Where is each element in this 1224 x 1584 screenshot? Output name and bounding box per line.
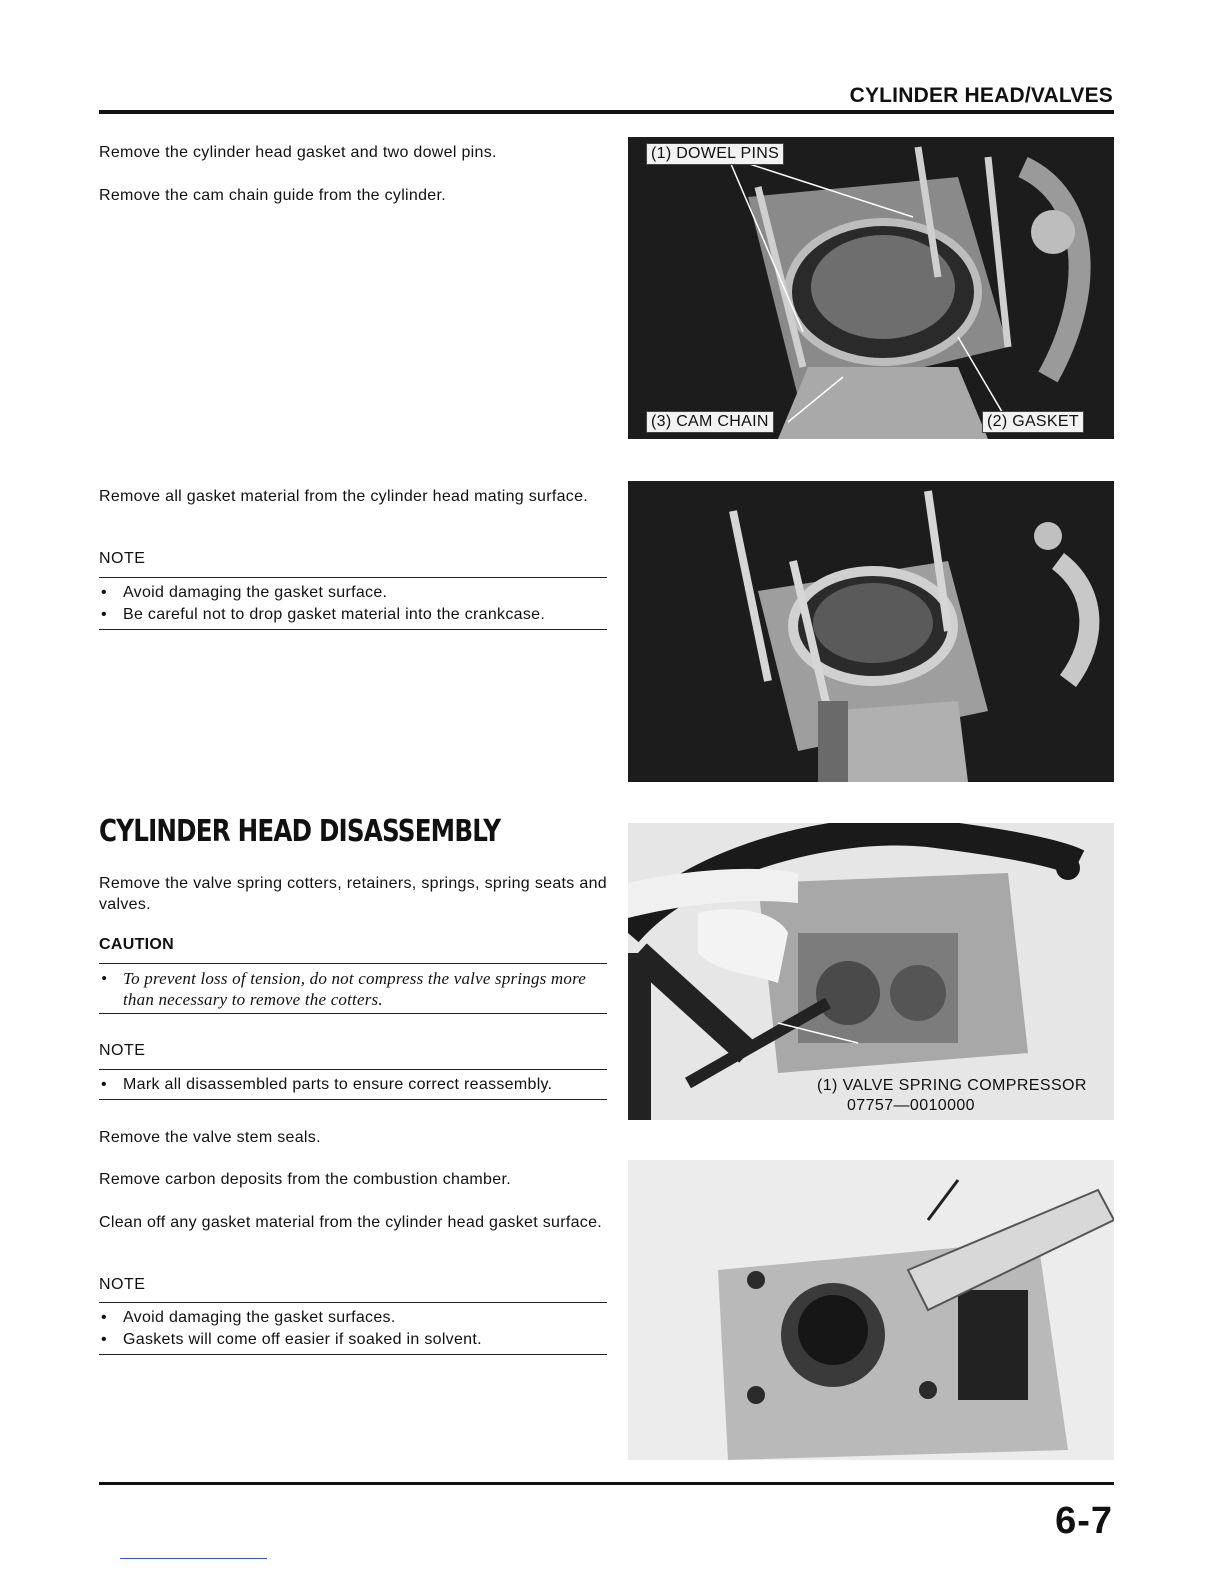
page-number: 6-7 [1055,1500,1113,1542]
footer-rule [99,1482,1114,1485]
instruction-remove-valve-parts: Remove the valve spring cotters, retainers, springs, spring seats and valves. [99,875,607,913]
note-box [99,577,607,630]
note-label: NOTE [99,550,146,567]
note-box [99,1302,607,1355]
caution-box [99,963,607,1014]
photo-cylinder-dowel-pins [628,137,1114,439]
note-item: • Mark all disassembled parts to ensure correct reassembly. [99,1074,607,1096]
cylinder-illustration [628,481,1114,782]
photo-cylinder-head-gasket-surface [628,1160,1114,1460]
callout-cam-chain: (3) CAM CHAIN [646,411,774,433]
instruction-remove-gasket: Remove the cylinder head gasket and two dowel pins. [99,144,497,161]
cylinder-head-illustration [628,1160,1114,1460]
callout-valve-spring-compressor: (1) VALVE SPRING COMPRESSOR [817,1077,1087,1094]
section-heading: CYLINDER HEAD DISASSEMBLY [99,814,501,849]
note-item: • Avoid damaging the gasket surfaces. [99,1307,607,1329]
header-rule [99,110,1114,114]
running-header: CYLINDER HEAD/VALVES [849,84,1113,107]
instruction-clean-gasket-surface: Clean off any gasket material from the cylinder head gasket surface. [99,1214,603,1231]
tool-part-number: 07757—0010000 [847,1097,975,1114]
callout-gasket: (2) GASKET [982,411,1084,433]
caution-item: • To prevent loss of tension, do not compress the valve springs more than necessary to remove the cotters. [99,968,607,1010]
note-item: • Gaskets will come off easier if soaked in solvent. [99,1329,607,1351]
note-label: NOTE [99,1276,146,1293]
instruction-remove-stem-seals: Remove the valve stem seals. [99,1129,321,1146]
instruction-remove-gasket-material: Remove all gasket material from the cylinder head mating surface. [99,488,589,505]
note-item: • Be careful not to drop gasket material into the crankcase. [99,604,607,626]
note-label: NOTE [99,1042,146,1059]
instruction-remove-cam-chain-guide: Remove the cam chain guide from the cylinder. [99,187,446,204]
footer-link-line [120,1558,267,1559]
instruction-remove-carbon: Remove carbon deposits from the combustion chamber. [99,1171,511,1188]
note-item: • Avoid damaging the gasket surface. [99,582,607,604]
photo-valve-spring-compressor [628,823,1114,1120]
caution-label: CAUTION [99,936,174,953]
engine-illustration [628,137,1114,439]
note-box [99,1069,607,1100]
compressor-illustration [628,823,1114,1120]
photo-cylinder-mating-surface [628,481,1114,782]
callout-dowel-pins: (1) DOWEL PINS [646,143,784,165]
